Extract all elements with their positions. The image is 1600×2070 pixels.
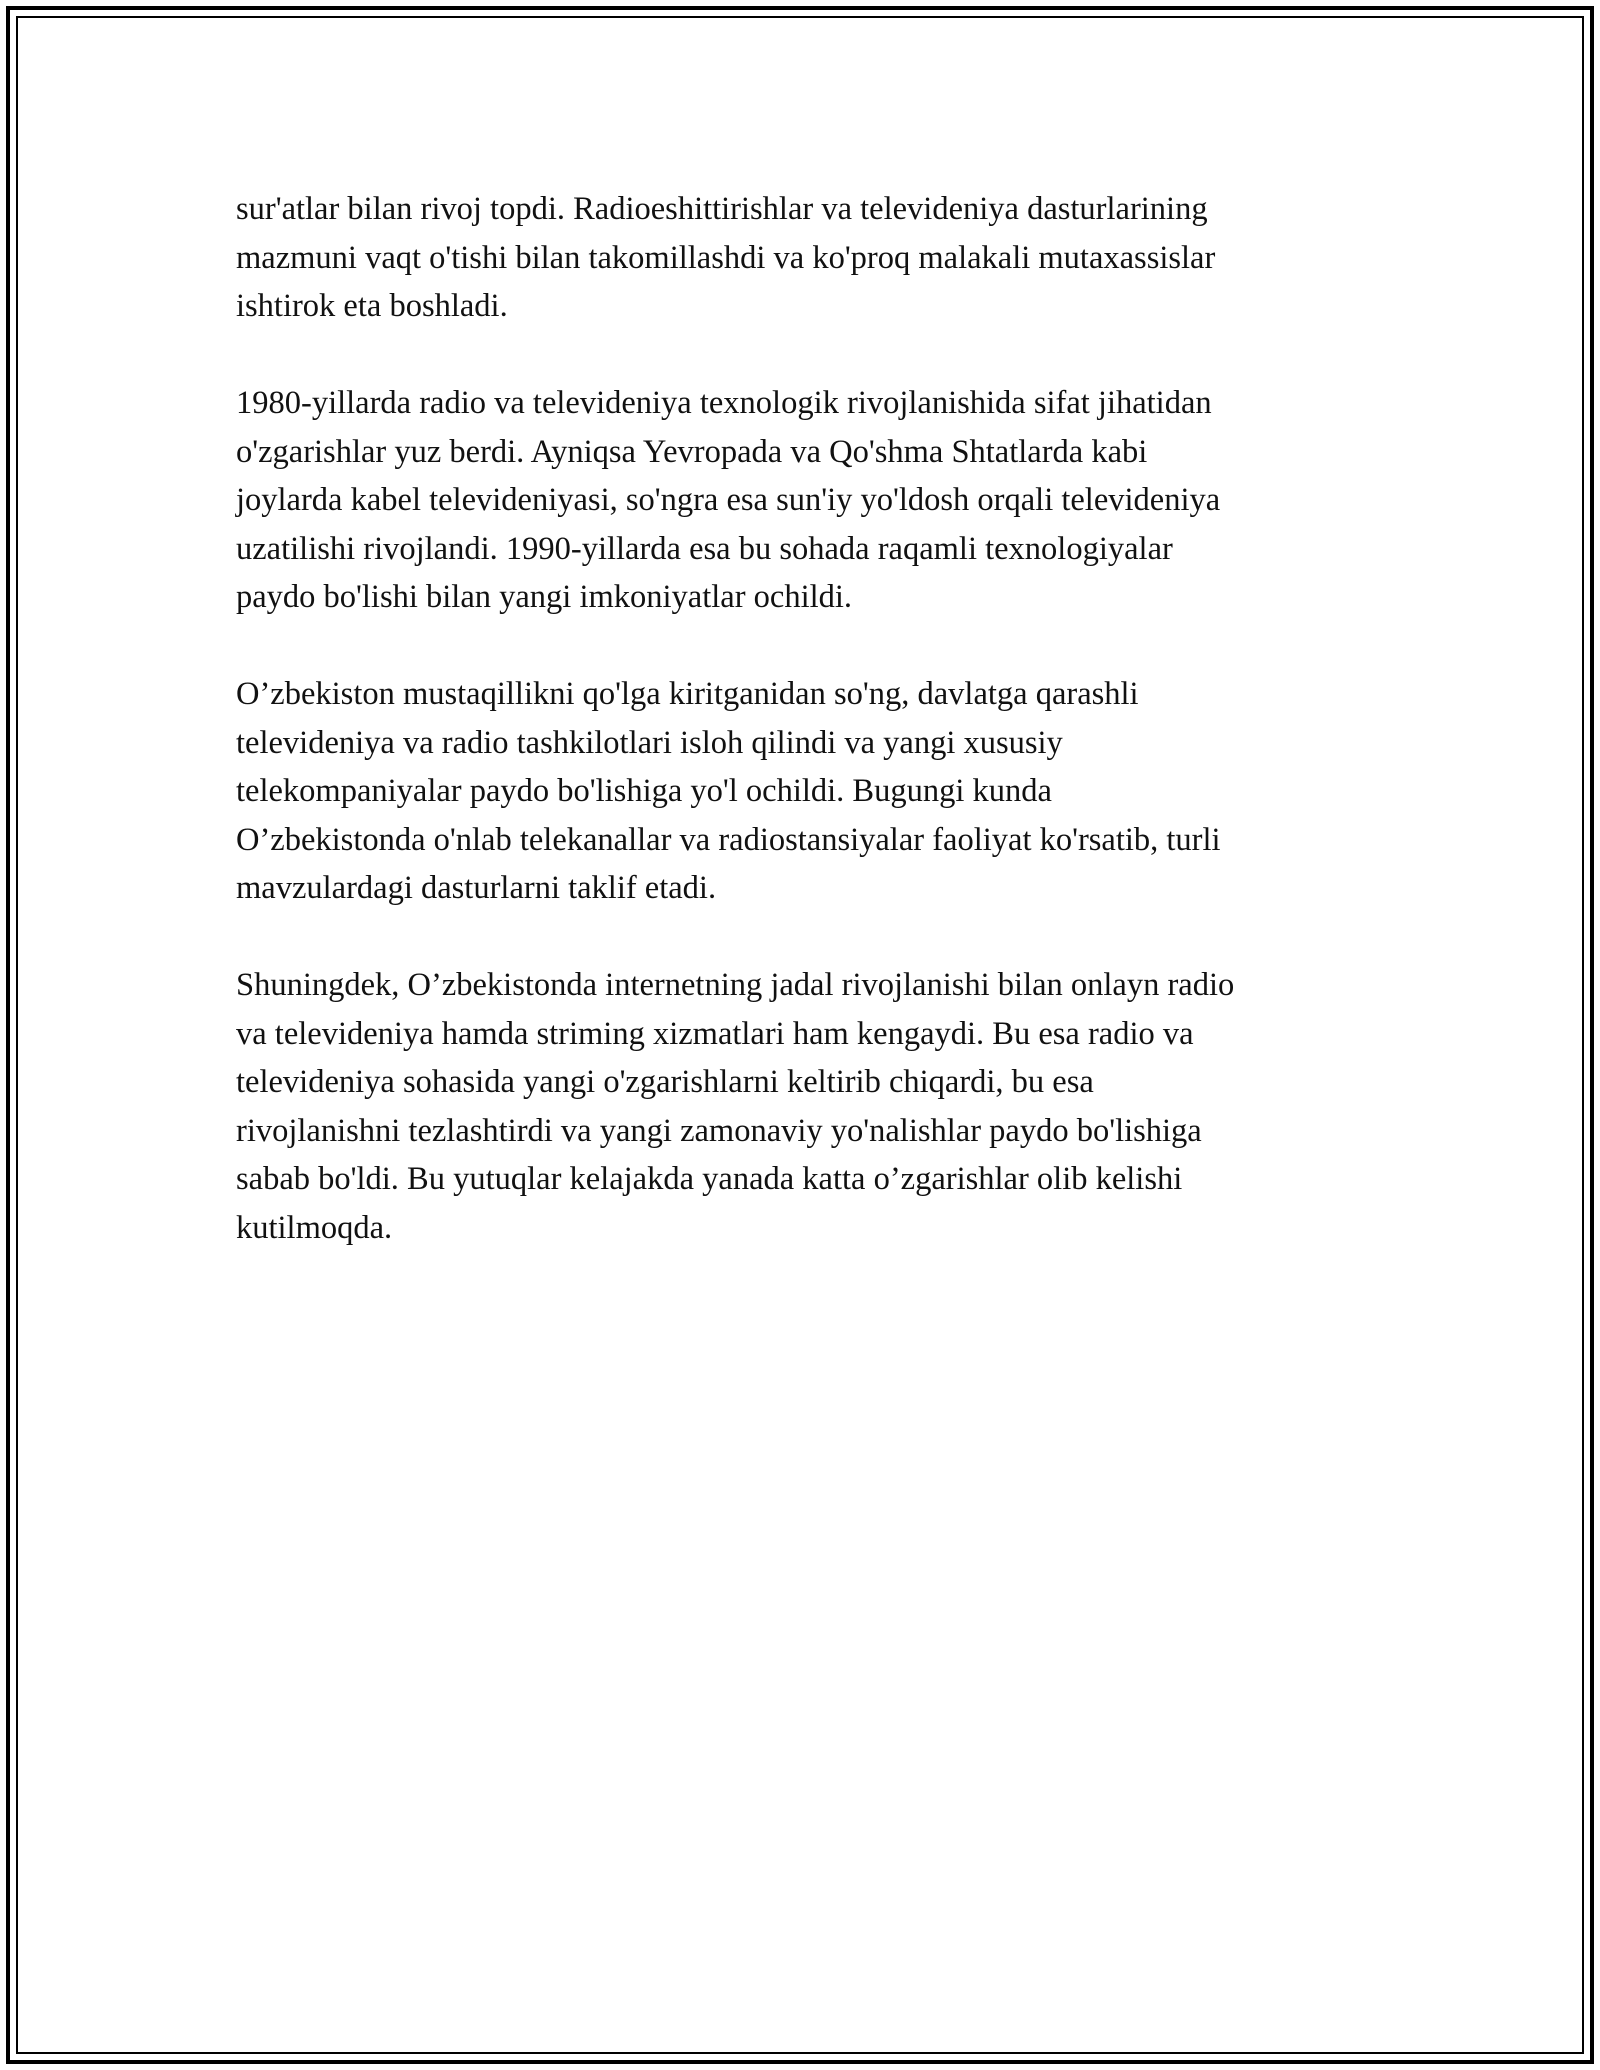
text-line: O’zbekiston mustaqillikni qo'lga kiritganidan so'ng, davlatga qarashli [236, 676, 1139, 712]
document-body [236, 185, 1376, 1301]
text-line: ishtirok eta boshladi. [236, 288, 508, 324]
text-line: joylarda kabel televideniyasi, so'ngra esa sun'iy yo'ldosh orqali televideniya [236, 482, 1221, 518]
text-line: kutilmoqda. [236, 1209, 393, 1246]
text-line: o'zgarishlar yuz berdi. Ayniqsa Yevropada va Qo'shma Shtatlarda kabi [236, 433, 1148, 470]
text-line: televideniya sohasida yangi o'zgarishlarni keltirib chiqardi, bu esa [236, 1064, 1094, 1100]
text-line: sur'atlar bilan rivoj topdi. Radioeshittirishlar va televideniya dasturlarining [236, 191, 1208, 227]
paragraph-2 [236, 379, 1376, 622]
text-line: sabab bo'ldi. Bu yutuqlar kelajakda yanada katta o’zgarishlar olib kelishi [236, 1161, 1183, 1197]
text-line: rivojlanishni tezlashtirdi va yangi zamonaviy yo'nalishlar paydo bo'lishiga [236, 1112, 1202, 1149]
text-line: paydo bo'lishi bilan yangi imkoniyatlar ochildi. [236, 579, 853, 615]
text-line: mavzulardagi dasturlarni taklif etadi. [236, 870, 717, 906]
text-line: televideniya va radio tashkilotlari isloh qilindi va yangi xususiy [236, 724, 1063, 761]
paragraph-1 [236, 185, 1376, 331]
paragraph-3 [236, 670, 1376, 913]
text-line: uzatilishi rivojlandi. 1990-yillarda esa bu sohada raqamli texnologiyalar [236, 530, 1173, 567]
text-line: mazmuni vaqt o'tishi bilan takomillashdi va ko'proq malakali mutaxassislar [236, 239, 1216, 276]
text-line: O’zbekistonda o'nlab telekanallar va radiostansiyalar faoliyat ko'rsatib, turli [236, 821, 1221, 858]
text-line: 1980-yillarda radio va televideniya texnologik rivojlanishida sifat jihatidan [236, 385, 1212, 421]
paragraph-4 [236, 961, 1376, 1252]
text-line: va televideniya hamda striming xizmatlari ham kengaydi. Bu esa radio va [236, 1015, 1194, 1052]
text-line: telekompaniyalar paydo bo'lishiga yo'l ochildi. Bugungi kunda [236, 773, 1052, 809]
text-line: Shuningdek, O’zbekistonda internetning jadal rivojlanishi bilan onlayn radio [236, 967, 1235, 1003]
